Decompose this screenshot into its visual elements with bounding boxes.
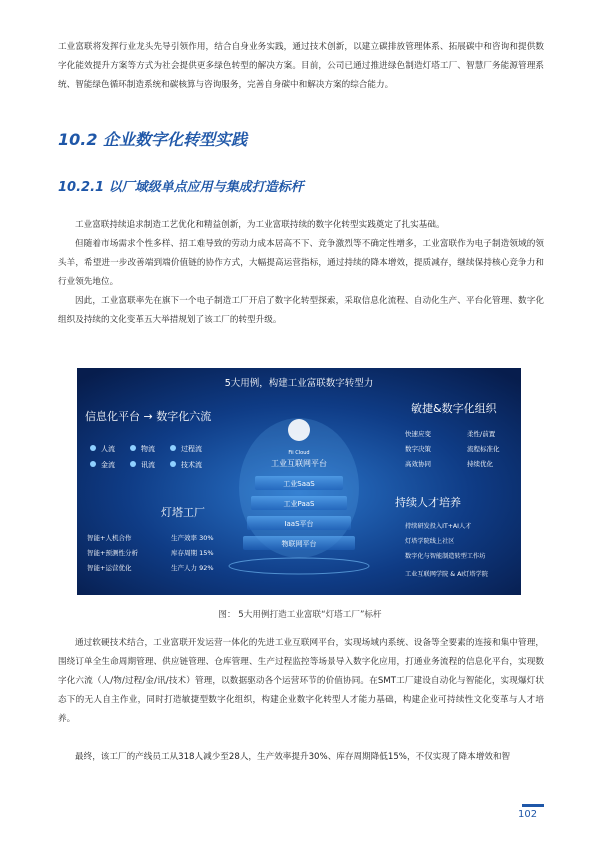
smart-item: 智能+运营优化 (87, 564, 132, 572)
talent-item: 灯塔学院线上社区 (405, 538, 455, 545)
flow-item: 过程流 (181, 445, 202, 453)
metric-item: 库存周期 15% (171, 549, 214, 557)
smart-item: 智能+人机合作 (87, 534, 132, 542)
org-item: 数字决策 (405, 445, 431, 453)
org-item: 流程标准化 (467, 445, 500, 453)
center-platform-title: 工业互联网平台 (271, 459, 327, 468)
page-number: 102 (518, 809, 538, 820)
five-use-cases-figure (77, 368, 521, 595)
flow-item: 技术流 (181, 461, 202, 469)
left-top-title: 信息化平台 → 数字化六流 (85, 410, 212, 423)
org-item: 持续优化 (467, 460, 493, 468)
layer-label: 工业PaaS (283, 500, 315, 508)
right-bottom-title: 持续人才培养 (395, 496, 461, 509)
layer-label: 工业SaaS (283, 480, 315, 488)
intro-paragraph: 工业富联将发挥行业龙头先导引领作用，结合自身业务实践，通过技术创新，以建立碳排放管理体系、拓展碳中和咨询和提供数字化能效提升方案等方式为社会提供更多绿色转型的解决方案。目前，公司已通过推进绿色制造灯塔工厂、智慧厂务能源管理系统、智能绿色循环制造系统和碳核算与咨询服务，完善自身碳中和解决方案的综合能力。 (58, 42, 544, 90)
figure-top-title: 5大用例，构建工业富联数字转型力 (224, 378, 374, 389)
org-item: 高效协同 (405, 460, 431, 468)
section-title: 10.2 企业数字化转型实践 (58, 130, 248, 149)
paragraph-five-measures: 因此，工业富联率先在旗下一个电子制造工厂开启了数字化转型探索，采取信息化流程、自动化生产、平台化管理、数字化组织及持续的文化变革五大举措规划了该工厂的转型升级。 (58, 296, 544, 325)
paragraph-platform: 通过软硬技术结合，工业富联开发运营一体化的先进工业互联网平台，实现场域内系统、设备等全要素的连接和集中管理，围绕订单全生命周期管理、供应链管理、仓库管理、生产过程监控等场景导入数字化应用，打通业务流程的信息化平台，实现数字化六流（人/物/过程/金/讯/技术）管理，以数据驱动各个运营环节的价值协同。在SMT工厂建设自动化与智能化，实现爆灯状态下的无人自主作业，同时打造敏捷型数字化组织，构建企业数字化转型人才能力基础，构建企业可持续性文化变革与人才培养。 (58, 638, 544, 724)
right-top-title: 敏捷&数字化组织 (411, 402, 497, 415)
flow-item: 人流 (101, 445, 115, 453)
org-item: 柔性/前置 (467, 430, 496, 438)
paragraph-results: 最终，该工厂的产线员工从318人减少至28人，生产效率提升30%、库存周期降低15%，不仅实现了降本增效和智 (75, 752, 511, 762)
talent-item: 工业互联网学院 & AI灯塔学院 (405, 571, 488, 578)
flow-item: 金流 (101, 461, 115, 469)
talent-item: 持续研发投入IT+AI人才 (405, 523, 472, 530)
figure-caption: 图： 5大用例打造工业富联“灯塔工厂”标杆 (218, 610, 382, 620)
org-item: 快速应变 (405, 430, 431, 438)
metric-item: 生产人力 92% (171, 564, 214, 572)
page-number-bar (522, 804, 544, 807)
subsection-title: 10.2.1 以厂域级单点应用与集成打造标杆 (58, 180, 304, 195)
metric-item: 生产效率 30% (171, 534, 214, 542)
paragraph-challenges: 但随着市场需求个性多样、招工难导致的劳动力成本居高不下、竞争激烈等不确定性增多，工业富联作为电子制造领域的领头羊，希望进一步改善端到端价值链的协作方式，大幅提高运营指标，通过持续的降本增效，提质减存，继续保持核心竞争力和行业领先地位。 (58, 239, 544, 287)
layer-label: 物联网平台 (281, 540, 317, 548)
flow-item: 物流 (141, 445, 155, 453)
paragraph-foundation: 工业富联持续追求制造工艺优化和精益创新，为工业富联持续的数字化转型实践奠定了扎实基础。 (75, 220, 445, 230)
left-bottom-title: 灯塔工厂 (161, 506, 205, 519)
flow-item: 讯流 (141, 461, 155, 469)
layer-label: IaaS平台 (284, 520, 314, 528)
talent-item: 数字化与智能制造转型工作坊 (405, 553, 486, 560)
cloud-logo-text: Fii Cloud (288, 450, 310, 456)
smart-item: 智能+预测性分析 (87, 549, 138, 557)
